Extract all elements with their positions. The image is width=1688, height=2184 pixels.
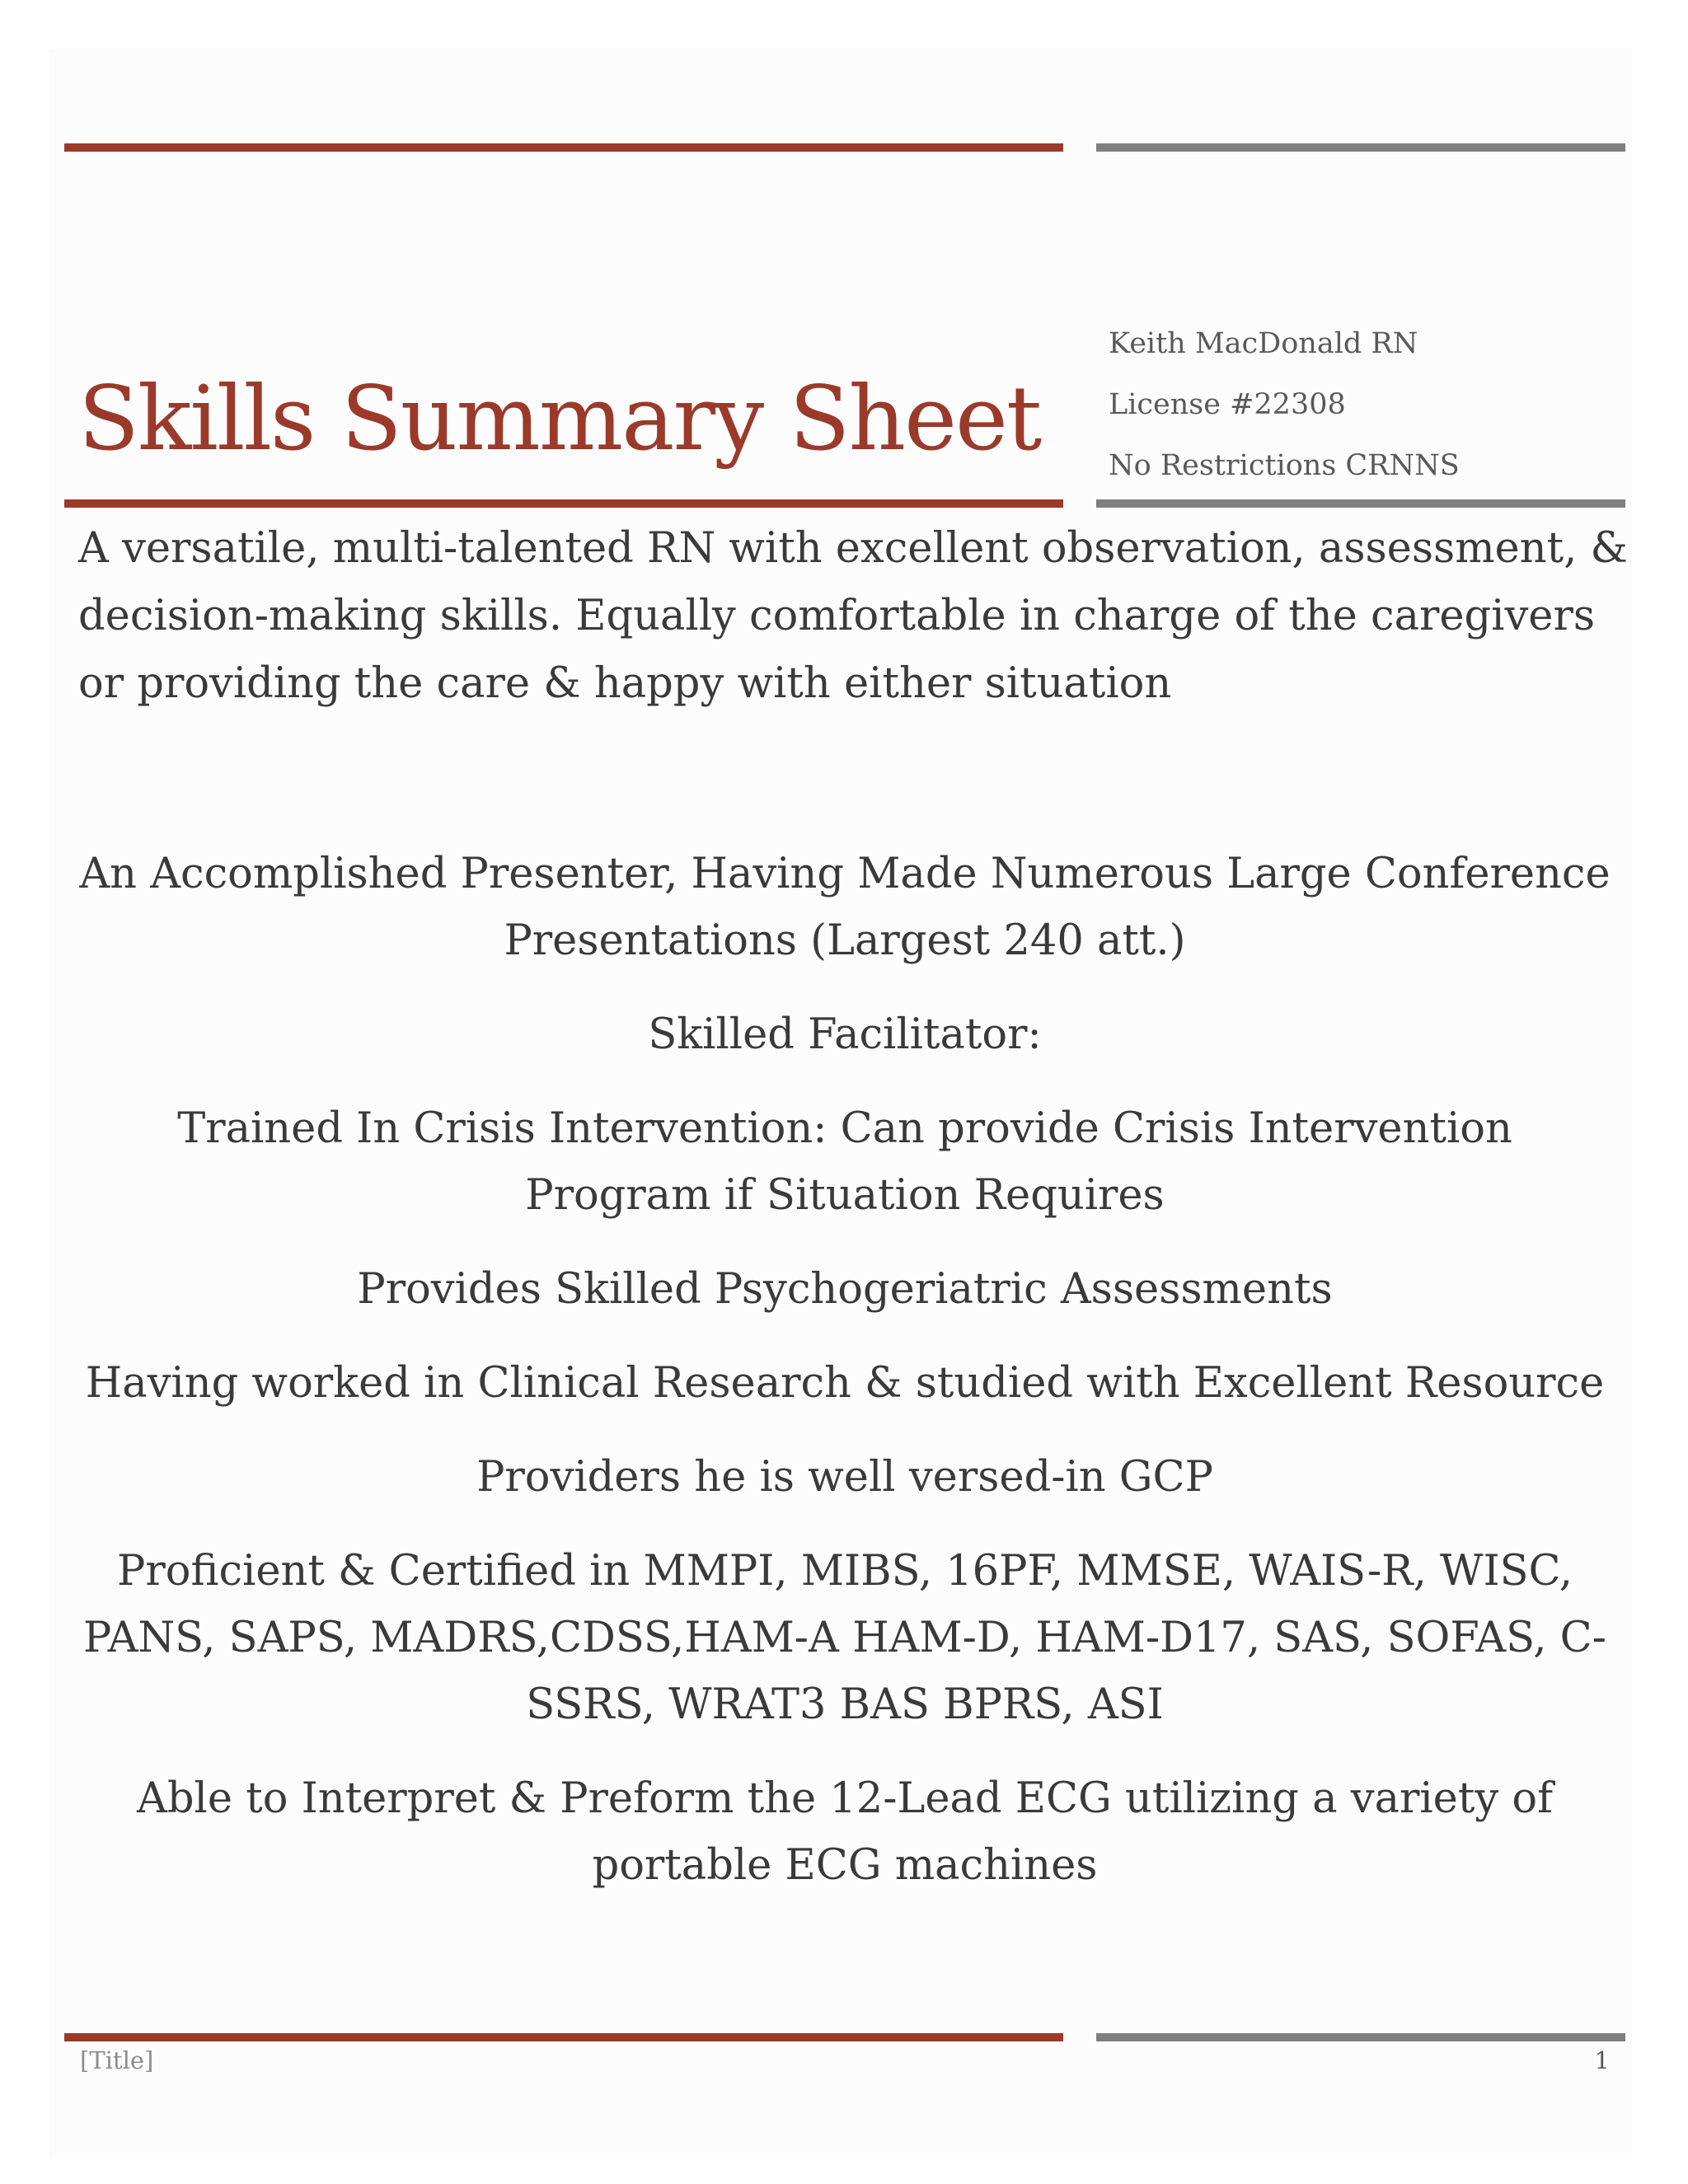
top-rule-red [64, 143, 1063, 152]
author-license: License #22308 [1109, 388, 1346, 421]
skill-item: Providers he is well versed-in GCP [476, 1453, 1213, 1502]
title-rule-gray [1096, 499, 1625, 508]
footer-rule-gray [1096, 2033, 1625, 2041]
skill-item: Able to Interpret & Preform the 12-Lead ECG utilizing a variety of portable ECG machines [137, 1774, 1553, 1890]
top-rule-gray [1096, 143, 1625, 152]
page-number: 1 [1594, 2046, 1610, 2074]
author-name: Keith MacDonald RN [1109, 327, 1418, 360]
skill-item: Having worked in Clinical Research & studied with Excellent Resource [85, 1359, 1605, 1408]
intro-paragraph: A versatile, multi-talented RN with excellent observation, assessment, & decision-making skills. Equally comfortable in charge of the caregivers or providing the care & happy with either situation [78, 524, 1628, 708]
title-rule-red [64, 499, 1063, 508]
footer-title-placeholder: [Title] [80, 2046, 154, 2074]
footer-rule-red [64, 2033, 1063, 2041]
skills-list [78, 841, 1611, 1926]
skill-item: Proficient & Certified in MMPI, MIBS, 16PF, MMSE, WAIS-R, WISC, PANS, SAPS, MADRS,CDSS,HAM-A HAM-D, HAM-D17, SAS, SOFAS, C-SSRS, WRAT3 BAS BPRS, ASI [83, 1547, 1606, 1729]
skill-item: Provides Skilled Psychogeriatric Assessments [357, 1265, 1333, 1314]
skill-item: Trained In Crisis Intervention: Can provide Crisis Intervention Program if Situation Requires [177, 1104, 1512, 1220]
author-block [1109, 313, 1603, 496]
skill-item: An Accomplished Presenter, Having Made Numerous Large Conference Presentations (Largest 240 att.) [79, 850, 1611, 965]
author-restrictions: No Restrictions CRNNS [1109, 449, 1460, 482]
document-title: Skills Summary Sheet [78, 368, 1041, 471]
skill-item: Skilled Facilitator: [648, 1010, 1042, 1059]
